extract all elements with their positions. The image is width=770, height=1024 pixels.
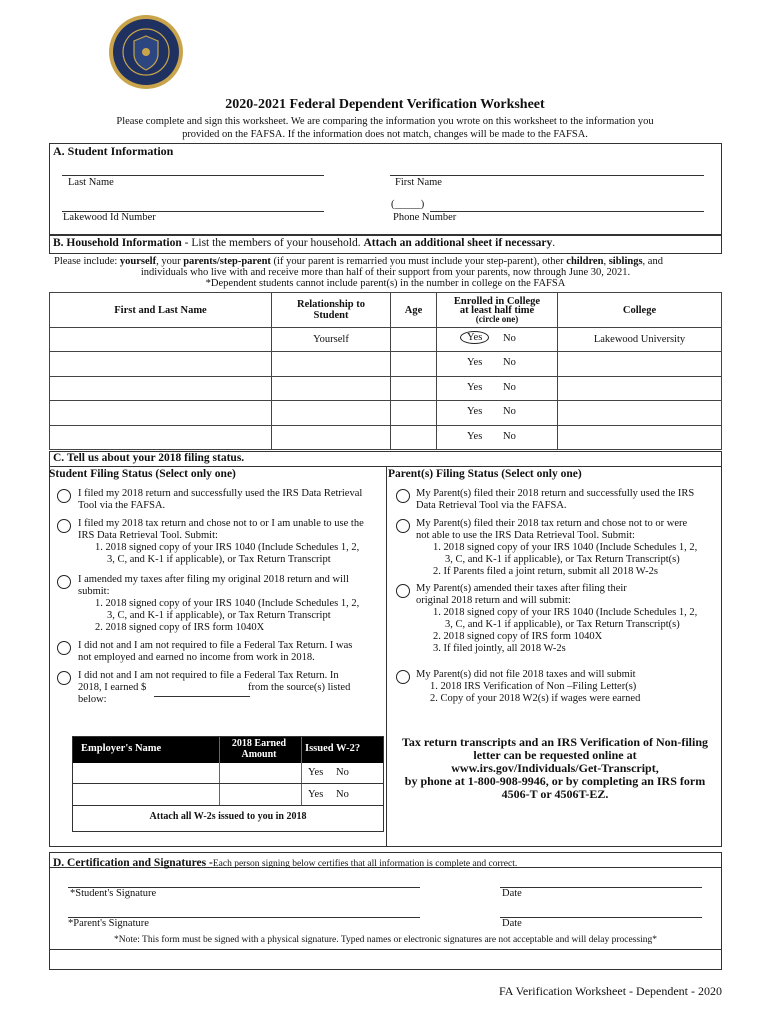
- age-cell[interactable]: [391, 401, 437, 425]
- col-age-header: Age: [391, 293, 437, 328]
- member-name-cell[interactable]: [50, 376, 272, 400]
- college-cell[interactable]: [558, 352, 722, 376]
- parent-option-line: 1. 2018 IRS Verification of Non –Filing Letter(s): [430, 681, 637, 692]
- col-relationship-header: Relationship to Student: [272, 293, 391, 328]
- student-option-line: I filed my 2018 return and successfully used the IRS Data Retrieval: [78, 488, 363, 499]
- age-cell[interactable]: [391, 425, 437, 449]
- student-option-radio[interactable]: [57, 641, 71, 655]
- member-name-cell[interactable]: [50, 401, 272, 425]
- student-option-line: I did not and I am not required to file a Federal Tax Return. I was: [78, 640, 353, 651]
- col-college-header: College: [558, 293, 722, 328]
- instructions-line-2: provided on the FAFSA. If the information does not match, changes will be made to the FAFSA.: [182, 129, 588, 140]
- student-option-line: from the source(s) listed: [248, 682, 351, 693]
- table-row: [50, 376, 722, 400]
- enrolled-yes[interactable]: Yes: [460, 331, 489, 344]
- student-option-line: 1. 2018 signed copy of your IRS 1040 (Include Schedules 1, 2,: [95, 598, 360, 609]
- college-cell[interactable]: [558, 425, 722, 449]
- college-cell[interactable]: [558, 401, 722, 425]
- transcript-note-line: by phone at 1-800-908-9946, or by completing an IRS form: [404, 774, 706, 788]
- w2-no-option[interactable]: No: [336, 789, 349, 800]
- enrolled-yes[interactable]: Yes: [467, 381, 483, 393]
- parent-option-line: My Parent(s) amended their taxes after filing their: [416, 583, 627, 594]
- student-option-line: 3, C, and K-1 if applicable), or Tax Return Transcript: [107, 610, 331, 621]
- enrolled-no[interactable]: No: [503, 381, 516, 393]
- section-b-heading: B. Household Information - List the members of your household. Attach an additional sheet if necessary.: [53, 237, 556, 249]
- w2-yes-option[interactable]: Yes: [308, 767, 324, 778]
- parent-signature-field[interactable]: [68, 902, 422, 918]
- enrolled-yes[interactable]: Yes: [467, 430, 483, 442]
- parent-option-line: 2. Copy of your 2018 W2(s) if wages were earned: [430, 693, 641, 704]
- first-name-input[interactable]: [390, 160, 706, 176]
- household-include-line-2: individuals who live with and receive more than half of their support from your parents, now through June 30, 2021.: [140, 267, 631, 278]
- col-enrolled-header: Enrolled in College at least half time (circle one): [437, 293, 558, 328]
- enrolled-yes[interactable]: Yes: [467, 406, 483, 418]
- enrolled-no[interactable]: No: [503, 406, 516, 418]
- student-option-radio[interactable]: [57, 671, 71, 685]
- student-option-line: I filed my 2018 tax return and chose not to or I am unable to use the: [78, 518, 364, 529]
- student-signature-label: *Student's Signature: [70, 888, 157, 899]
- relationship-cell[interactable]: [272, 425, 391, 449]
- parent-option-line: Data Retrieval Tool via the FAFSA.: [416, 500, 567, 511]
- id-number-input[interactable]: [62, 196, 326, 212]
- student-option-radio[interactable]: [57, 575, 71, 589]
- earned-amount-cell[interactable]: [223, 788, 301, 804]
- student-option-line: 1. 2018 signed copy of your IRS 1040 (Include Schedules 1, 2,: [95, 542, 360, 553]
- earned-amount-input[interactable]: [154, 682, 250, 697]
- last-name-input[interactable]: [62, 160, 326, 176]
- student-option-line: submit:: [78, 586, 110, 597]
- transcript-note-line: www.irs.gov/Individuals/Get-Transcript,: [451, 761, 659, 775]
- earned-amount-header: 2018 Earned Amount: [231, 738, 287, 760]
- w2-yes-option[interactable]: Yes: [308, 789, 324, 800]
- enrolled-yes[interactable]: Yes: [467, 357, 483, 369]
- parent-option-line: original 2018 return and will submit:: [416, 595, 571, 606]
- student-option-line: IRS Data Retrieval Tool. Submit:: [78, 530, 218, 541]
- enrolled-no[interactable]: No: [503, 357, 516, 369]
- student-date-label: Date: [502, 888, 522, 899]
- student-option-line: I amended my taxes after filing my original 2018 return and will: [78, 574, 349, 585]
- first-name-label: First Name: [395, 177, 442, 188]
- id-number-label: Lakewood Id Number: [63, 212, 156, 223]
- college-cell[interactable]: [558, 376, 722, 400]
- student-option-line: not employed and earned no income from work in 2018.: [78, 652, 315, 663]
- student-option-line: 3, C, and K-1 if applicable), or Tax Return Transcript: [107, 554, 331, 565]
- transcript-note-line: 4506-T or 4506T-EZ.: [501, 787, 609, 801]
- parent-option-line: 3, C, and K-1 if applicable), or Tax Return Transcript(s): [445, 554, 680, 565]
- parent-option-line: 2. If Parents filed a joint return, submit all 2018 W-2s: [433, 566, 658, 577]
- parent-option-line: My Parent(s) filed their 2018 tax return and chose not to or were: [416, 518, 688, 529]
- parent-date-field[interactable]: [500, 902, 704, 918]
- parent-signature-label: *Parent's Signature: [68, 918, 149, 929]
- student-option-line: I did not and I am not required to file a Federal Tax Return. In: [78, 670, 339, 681]
- section-c-divider: [386, 466, 387, 847]
- enrolled-no[interactable]: No: [503, 333, 516, 344]
- section-c-heading: C. Tell us about your 2018 filing status.: [53, 452, 245, 464]
- enrolled-cell: [437, 352, 558, 376]
- issued-w2-header: Issued W-2?: [305, 743, 361, 754]
- parent-date-label: Date: [502, 918, 522, 929]
- student-option-line: Tool via the FAFSA.: [78, 500, 166, 511]
- relationship-cell[interactable]: [272, 401, 391, 425]
- university-seal: [108, 14, 184, 90]
- relationship-cell[interactable]: [272, 352, 391, 376]
- phone-area-code: (_____): [391, 199, 425, 210]
- employer-table: [72, 736, 384, 832]
- member-name-cell[interactable]: [50, 425, 272, 449]
- instructions-line-1: Please complete and sign this worksheet. We are comparing the information you wrote on this worksheet to the information you: [116, 116, 654, 127]
- employer-name-input[interactable]: [77, 788, 219, 804]
- parent-option-line: 3, C, and K-1 if applicable), or Tax Return Transcript(s): [445, 619, 680, 630]
- section-d-heading: D. Certification and Signatures -Each person signing below certifies that all information is complete and correct.: [53, 857, 518, 869]
- employer-name-input[interactable]: [77, 766, 219, 782]
- enrolled-cell: [437, 376, 558, 400]
- parent-option-line: not able to use the IRS Data Retrieval Tool. Submit:: [416, 530, 635, 541]
- parent-option-line: My Parent(s) filed their 2018 return and successfully used the IRS: [416, 488, 695, 499]
- relationship-cell[interactable]: [272, 376, 391, 400]
- transcript-note: [388, 736, 722, 801]
- age-cell[interactable]: [391, 352, 437, 376]
- parent-option-line: My Parent(s) did not file 2018 taxes and will submit: [416, 669, 636, 680]
- page-title: 2020-2021 Federal Dependent Verification Worksheet: [225, 97, 545, 112]
- section-a-heading: A. Student Information: [53, 144, 174, 158]
- student-option-line: 2018, I earned $: [78, 682, 147, 693]
- parent-filing-heading: Parent(s) Filing Status (Select only one): [388, 468, 582, 480]
- col-name-header: First and Last Name: [50, 293, 272, 328]
- parent-option-radio[interactable]: [396, 489, 410, 503]
- college-cell[interactable]: Lakewood University: [558, 328, 722, 352]
- member-name-cell[interactable]: [50, 352, 272, 376]
- age-cell[interactable]: [391, 328, 437, 352]
- w2-no-option[interactable]: No: [336, 767, 349, 778]
- table-row: [50, 328, 722, 352]
- phone-input[interactable]: [430, 196, 708, 212]
- member-name-cell[interactable]: [50, 328, 272, 352]
- table-row: [50, 352, 722, 376]
- transcript-note-line: letter can be requested online at: [473, 748, 637, 762]
- student-option-radio[interactable]: [57, 489, 71, 503]
- parent-option-radio[interactable]: [396, 584, 410, 598]
- student-filing-heading: Student Filing Status (Select only one): [49, 468, 236, 480]
- parent-option-radio[interactable]: [396, 519, 410, 533]
- household-include-line-3: *Dependent students cannot include parent(s) in the number in college on the FAFSA: [205, 278, 566, 289]
- age-cell[interactable]: [391, 376, 437, 400]
- earned-amount-cell[interactable]: [223, 766, 301, 782]
- employer-name-header: Employer's Name: [81, 743, 162, 754]
- attach-w2-note: Attach all W-2s issued to you in 2018: [149, 811, 307, 822]
- relationship-cell[interactable]: Yourself: [272, 328, 391, 352]
- table-row: [50, 425, 722, 449]
- parent-option-line: 2. 2018 signed copy of IRS form 1040X: [433, 631, 603, 642]
- table-row: [50, 401, 722, 425]
- enrolled-cell: [437, 328, 558, 352]
- phone-label: Phone Number: [393, 212, 457, 223]
- enrolled-cell: [437, 425, 558, 449]
- footer-text: FA Verification Worksheet - Dependent - 2020: [499, 984, 722, 998]
- parent-option-line: 1. 2018 signed copy of your IRS 1040 (Include Schedules 1, 2,: [433, 607, 698, 618]
- enrolled-no[interactable]: No: [503, 430, 516, 442]
- signature-note: *Note: This form must be signed with a physical signature. Typed names or electronic signatures are not acceptable and will delay processing*: [114, 935, 657, 945]
- transcript-note-line: Tax return transcripts and an IRS Verification of Non-filing: [401, 735, 709, 749]
- student-option-line: below:: [78, 694, 107, 705]
- student-option-radio[interactable]: [57, 519, 71, 533]
- last-name-label: Last Name: [68, 177, 114, 188]
- student-date-field[interactable]: [500, 872, 704, 888]
- parent-option-radio[interactable]: [396, 670, 410, 684]
- household-table: [49, 292, 722, 450]
- parent-option-line: 3. If filed jointly, all 2018 W-2s: [433, 643, 566, 654]
- enrolled-cell: [437, 401, 558, 425]
- student-option-line: 2. 2018 signed copy of IRS form 1040X: [95, 622, 265, 633]
- student-signature-field[interactable]: [68, 872, 422, 888]
- household-include-line-1: Please include: yourself, your parents/step-parent (if your parent is remarried you must include your step-parent), other children, siblings, and: [54, 256, 663, 267]
- parent-option-line: 1. 2018 signed copy of your IRS 1040 (Include Schedules 1, 2,: [433, 542, 698, 553]
